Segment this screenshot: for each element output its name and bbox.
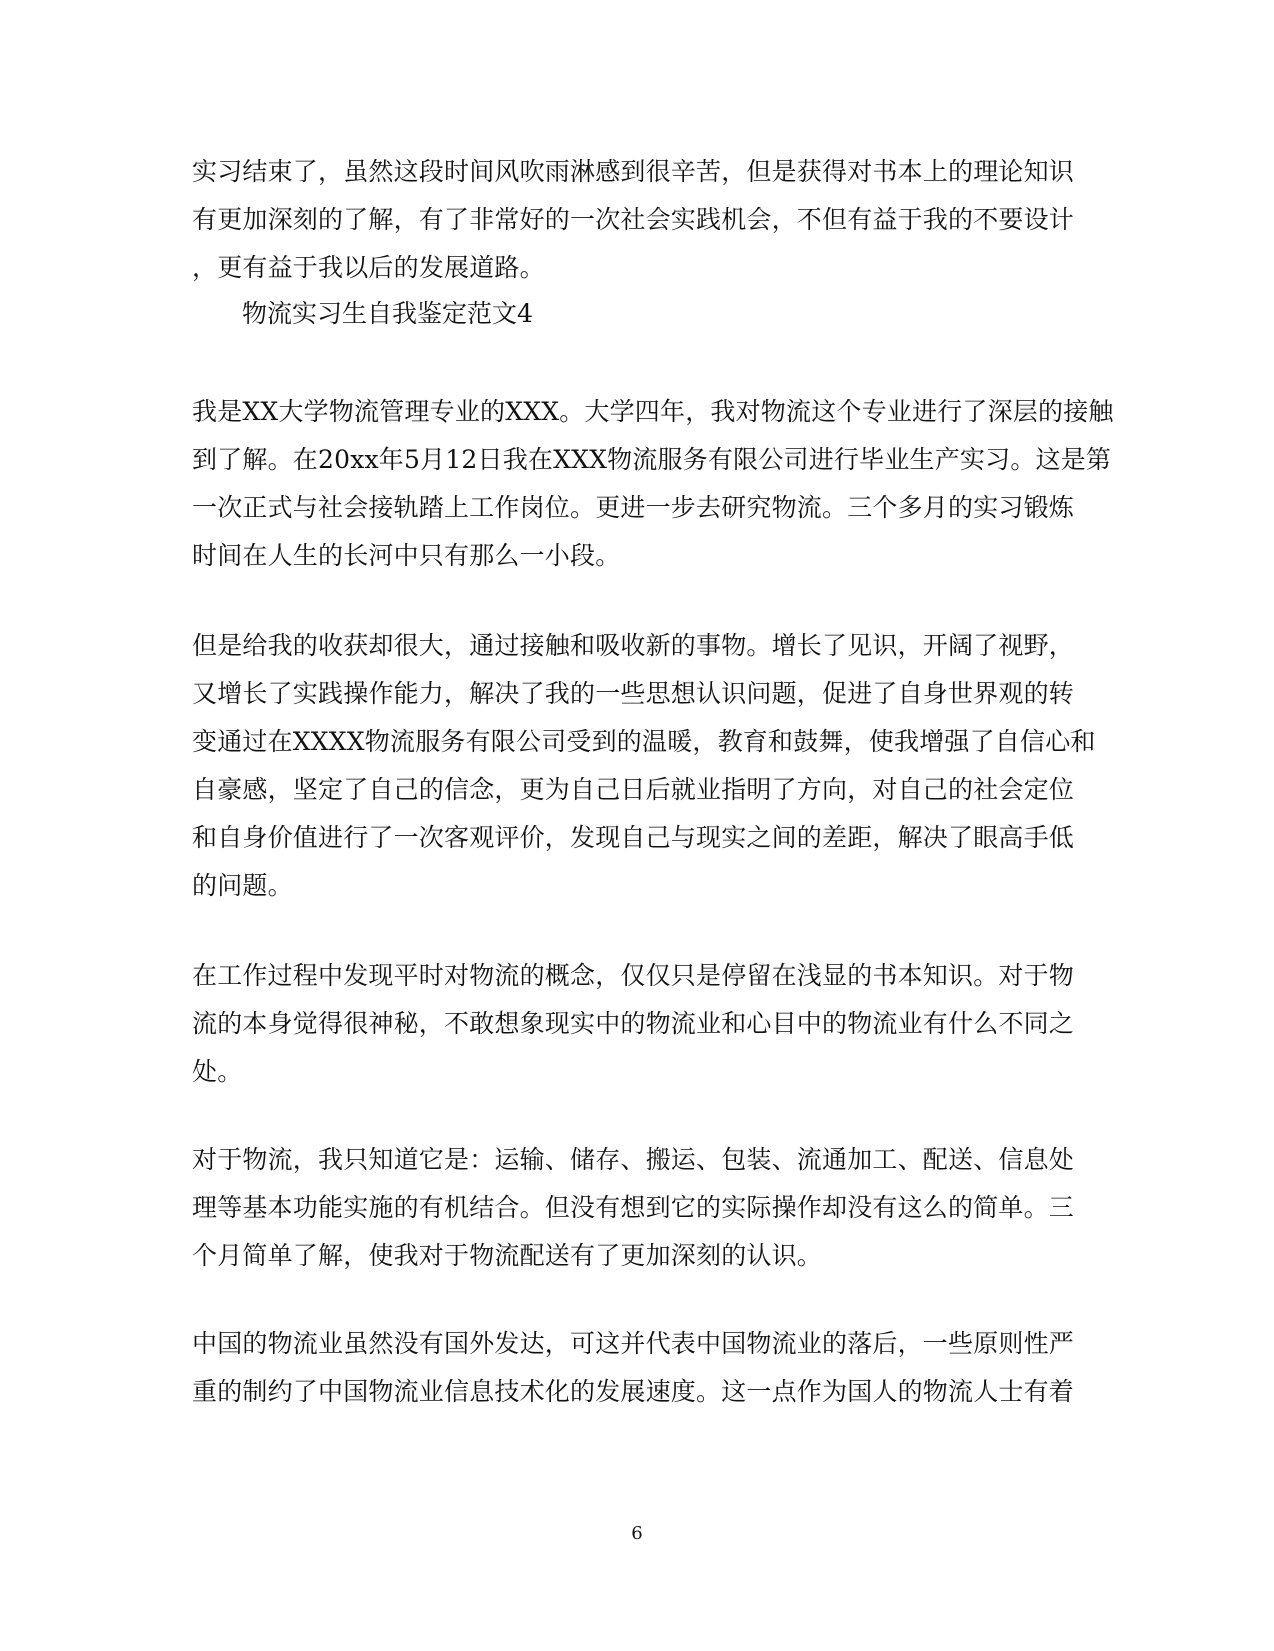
text-line: 但是给我的收获却很大，通过接触和吸收新的事物。增长了见识，开阔了视野， [192, 631, 1075, 660]
text-line: 变通过在XXXX物流服务有限公司受到的温暖，教育和鼓舞，使我增强了自信心和 [192, 727, 1096, 756]
text-line: 个月简单了解，使我对于物流配送有了更加深刻的认识。 [192, 1241, 823, 1270]
text-line: 理等基本功能实施的有机结合。但没有想到它的实际操作却没有这么的简单。三 [192, 1193, 1075, 1222]
text-line: 重的制约了中国物流业信息技术化的发展速度。这一点作为国人的物流人士有着 [192, 1377, 1075, 1406]
text-line: 处。 [192, 1057, 243, 1086]
text-line: 自豪感，坚定了自己的信念，更为自己日后就业指明了方向，对自己的社会定位 [192, 775, 1075, 804]
text-line: 到了解。在20xx年5月12日我在XXX物流服务有限公司进行毕业生产实习。这是第 [192, 445, 1112, 474]
paragraph-introduction [192, 388, 1114, 580]
text-line: 流的本身觉得很神秘，不敢想象现实中的物流业和心目中的物流业有什么不同之 [192, 1009, 1075, 1038]
text-line: 有更加深刻的了解，有了非常好的一次社会实践机会，不但有益于我的不要设计 [192, 205, 1075, 234]
paragraph-gains [192, 622, 1096, 910]
paragraph-work-process [192, 952, 1092, 1096]
text-line: 又增长了实践操作能力，解决了我的一些思想认识问题，促进了自身世界观的转 [192, 679, 1075, 708]
text-line: 我是XX大学物流管理专业的XXX。大学四年，我对物流这个专业进行了深层的接触 [192, 397, 1114, 426]
page-number: 6 [631, 1523, 643, 1544]
text-line: 实习结束了，虽然这段时间风吹雨淋感到很辛苦，但是获得对书本上的理论知识 [192, 157, 1075, 186]
paragraph-logistics-functions [192, 1136, 1092, 1280]
text-line: 在工作过程中发现平时对物流的概念，仅仅只是停留在浅显的书本知识。对于物 [192, 961, 1075, 990]
section-heading: 物流实习生自我鉴定范文4 [242, 299, 533, 328]
text-line: 和自身价值进行了一次客观评价，发现自己与现实之间的差距，解决了眼高手低 [192, 823, 1075, 852]
text-line: 对于物流，我只知道它是：运输、储存、搬运、包装、流通加工、配送、信息处 [192, 1145, 1075, 1174]
text-line: 时间在人生的长河中只有那么一小段。 [192, 541, 621, 570]
text-line: 的问题。 [192, 871, 293, 900]
paragraph-internship-end [192, 148, 1092, 292]
text-line: 中国的物流业虽然没有国外发达，可这并代表中国物流业的落后，一些原则性严 [192, 1329, 1075, 1358]
text-line: ，更有益于我以后的发展道路。 [192, 253, 545, 282]
paragraph-china-logistics [192, 1320, 1092, 1416]
text-line: 一次正式与社会接轨踏上工作岗位。更进一步去研究物流。三个多月的实习锻炼 [192, 493, 1075, 522]
